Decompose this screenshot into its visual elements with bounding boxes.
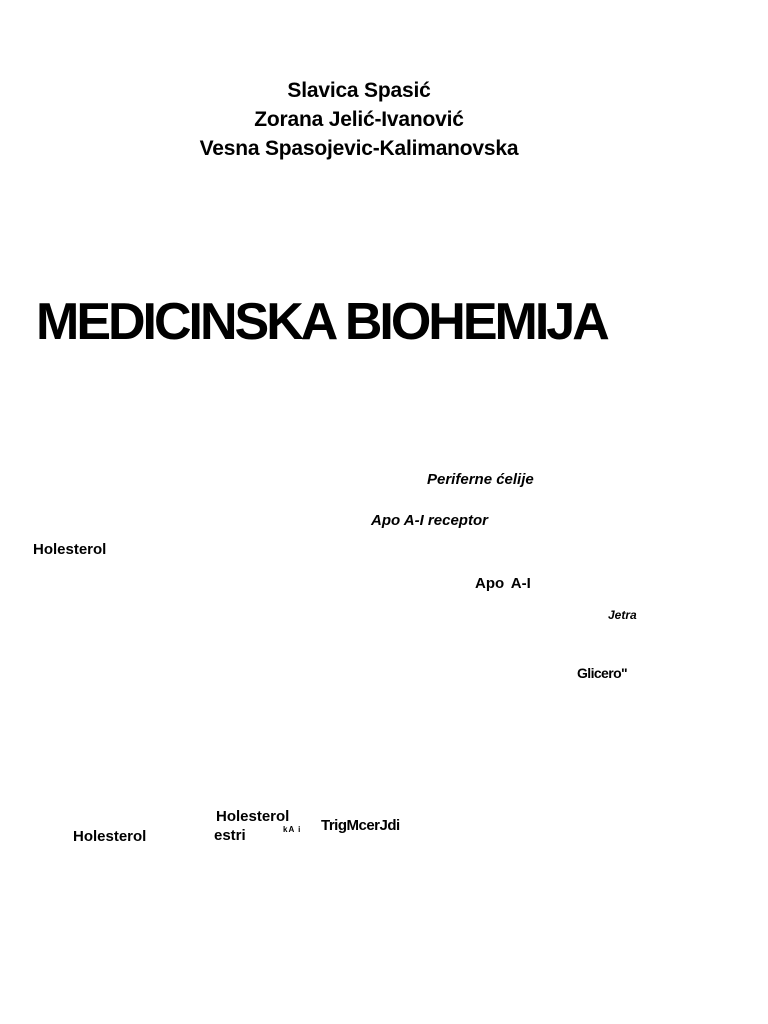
label-periferne-celije: Periferne ćelije xyxy=(427,471,534,488)
book-title: MEDICINSKA BIOHEMIJA xyxy=(36,293,607,351)
label-apo-ai: Apo A-I xyxy=(475,575,531,592)
label-holesterol: Holesterol xyxy=(33,541,107,558)
label-holesterol-bottom: Holesterol xyxy=(73,828,147,845)
label-glicero: Glicero" xyxy=(577,665,628,681)
label-jetra: Jetra xyxy=(608,608,637,622)
label-trigliceridi: TrigMcerJdi xyxy=(321,817,400,834)
label-holesterol-estri: Holesterol xyxy=(216,808,290,825)
author-name: Vesna Spasojevic-Kalimanovska xyxy=(199,137,519,160)
author-name: Zorana Jelić-Ivanović xyxy=(254,108,464,131)
label-estri: estri xyxy=(214,827,246,844)
label-apo-receptor: Apo A-I receptor xyxy=(371,512,488,529)
author-name: Slavica Spasić xyxy=(287,79,431,102)
authors-block xyxy=(0,76,718,163)
label-ka-i: kA i xyxy=(283,825,302,834)
